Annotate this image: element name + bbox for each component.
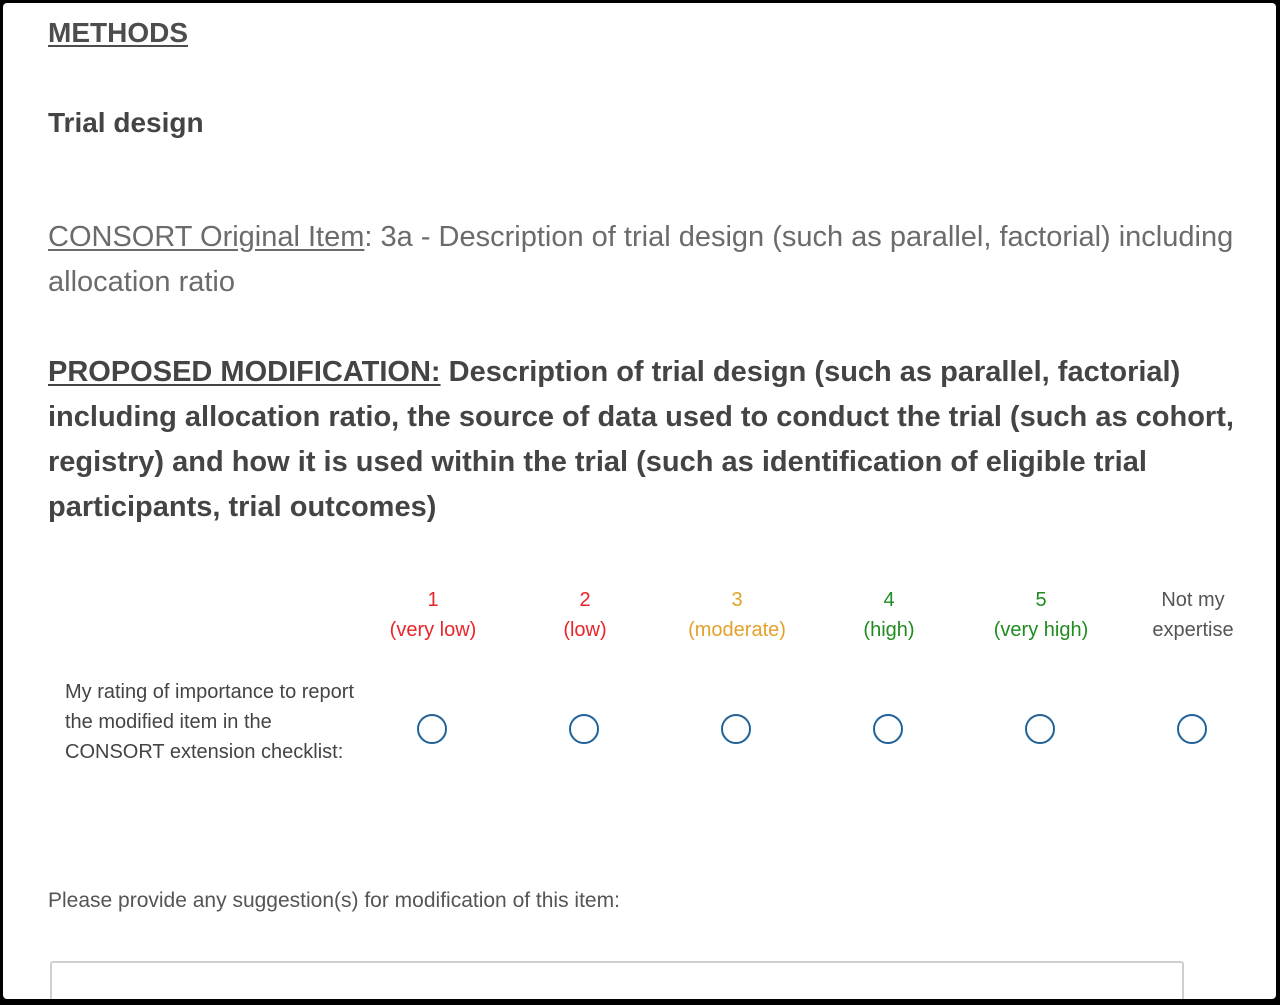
rating-radio-4[interactable] [873,714,903,744]
rating-radio-5[interactable] [1025,714,1055,744]
proposed-modification [48,350,1263,530]
item-subtitle: Trial design [48,107,204,138]
scale-header-not-my-expertise [1113,585,1273,645]
proposed-modification-label: PROPOSED MODIFICATION: [48,356,441,388]
scale-label: (high) [863,619,915,641]
scale-number: 3 [731,589,743,611]
scale-header-4 [809,585,969,645]
rating-radio-1[interactable] [417,714,447,744]
suggestion-input[interactable] [50,961,1184,999]
proposed-modification-text: Description of trial design (such as parallel, factorial) including allocation ratio, the source of data used to conduct the trial (such as cohort, registry) and how it is used within the trial (such as identification of eligible trial participants, trial outcomes) [48,356,1234,523]
scale-header-2 [505,585,665,645]
scale-header-3 [657,585,817,645]
scale-label: (moderate) [688,619,786,641]
rating-radio-2[interactable] [569,714,599,744]
scale-label: (very high) [993,619,1089,641]
scale-number: Not my [1161,589,1225,611]
scale-header-1 [353,585,513,645]
scale-label: (very low) [389,619,477,641]
consort-original-item [48,215,1243,305]
scale-number: 1 [427,589,439,611]
scale-label: expertise [1152,619,1234,641]
scale-number: 4 [883,589,895,611]
section-title: METHODS [48,17,188,48]
original-item-label: CONSORT Original Item [48,221,365,253]
suggestion-label: Please provide any suggestion(s) for modification of this item: [48,889,620,912]
survey-page [3,3,1276,999]
rating-radio-not-my-expertise[interactable] [1177,714,1207,744]
scale-number: 5 [1035,589,1047,611]
scale-header-5 [961,585,1121,645]
scale-number: 2 [579,589,591,611]
original-item-text: : 3a - Description of trial design (such as parallel, factorial) including allocation ratio [48,221,1234,298]
rating-radio-3[interactable] [721,714,751,744]
scale-label: (low) [563,619,607,641]
rating-question: My rating of importance to report the modified item in the CONSORT extension checklist: [65,681,355,763]
